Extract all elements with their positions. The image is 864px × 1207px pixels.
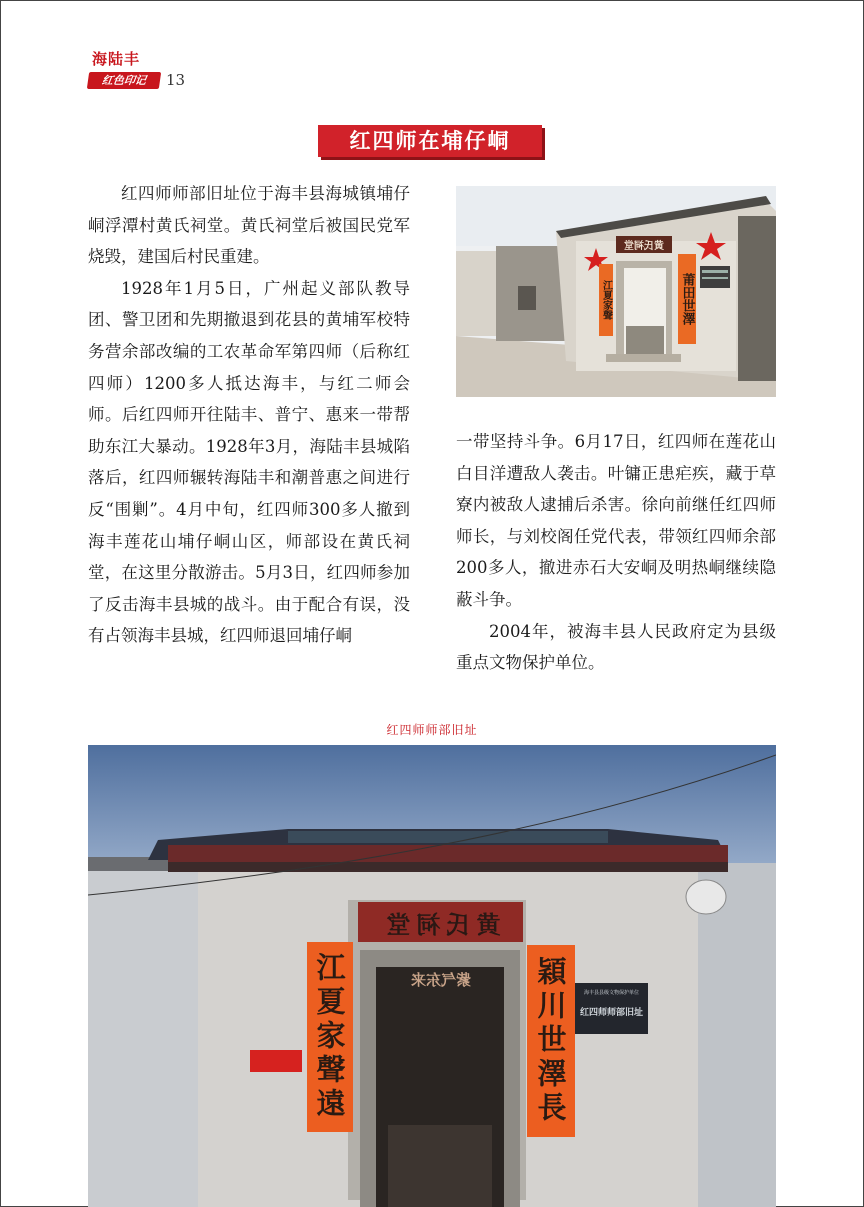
top-photo-couplet-right: 莆田世澤 xyxy=(678,254,696,344)
right-column xyxy=(456,426,776,679)
heritage-sign xyxy=(575,983,648,1034)
bottom-photo-couplet-right: 穎川世澤長 xyxy=(527,945,575,1137)
bottom-photo xyxy=(88,745,776,1207)
top-photo-couplet-left: 江夏家聲 xyxy=(599,264,613,336)
paragraph: 2004年，被海丰县人民政府定为县级重点文物保护单位。 xyxy=(456,621,776,673)
paragraph-continuation: 一带坚持斗争。6月17日，红四师在莲花山白目洋遭敌人袭击。叶镛正患疟疾，藏于草寮内被敌人逮捕后杀害。徐向前继任红四师师长，与刘校阁任党代表，带领红四师余部200多人，撤进赤石大安峒及明热峒继续隐蔽斗争。 xyxy=(456,432,776,609)
ancestral-hall-photo-small xyxy=(456,186,776,397)
bottom-photo-plaque: 黄氏祠堂 xyxy=(358,902,523,942)
article-title: 红四师在埔仔峒 xyxy=(318,125,542,157)
top-photo-plaque: 黄氏祠堂 xyxy=(616,236,672,253)
top-photo xyxy=(456,186,776,397)
header-brand: 海陆丰 xyxy=(92,50,141,68)
page-number: 13 xyxy=(166,71,186,89)
bottom-photo-lintel: 紫气东来 xyxy=(411,970,472,989)
bottom-photo-couplet-left: 江夏家聲遠 xyxy=(307,942,353,1132)
heritage-sign-line2: 红四师师部旧址 xyxy=(579,1008,643,1018)
paragraph: 1928年1月5日，广州起义部队教导团、警卫团和先期撤退到花县的黄埔军校特务营余部改编的工农革命军第四师（后称红四师）1200多人抵达海丰，与红二师会师。后红四师开往陆丰、普宁、惠来一带帮助东江大暴动。1928年3月，海陆丰县城陷落后，红四师辗转海陆丰和潮普惠之间进行反“围剿”。4月中旬，红四师300多人撤到海丰莲花山埔仔峒山区，师部设在黄氏祠堂，在这里分散游击。5月3日，红四师参加了反击海丰县城的战斗。由于配合有误，没有占领海丰县城，红四师退回埔仔峒 xyxy=(88,278,410,646)
paragraph: 红四师师部旧址位于海丰县海城镇埔仔峒浮潭村黄氏祠堂。黄氏祠堂后被国民党军烧毁，建国后村民重建。 xyxy=(88,184,410,267)
heritage-sign-line1: 海丰县县级文物保护单位 xyxy=(583,990,639,996)
header-subtitle: 红色印记 xyxy=(87,72,161,89)
left-column xyxy=(88,178,410,652)
photo-caption: 红四师师部旧址 xyxy=(386,723,478,737)
